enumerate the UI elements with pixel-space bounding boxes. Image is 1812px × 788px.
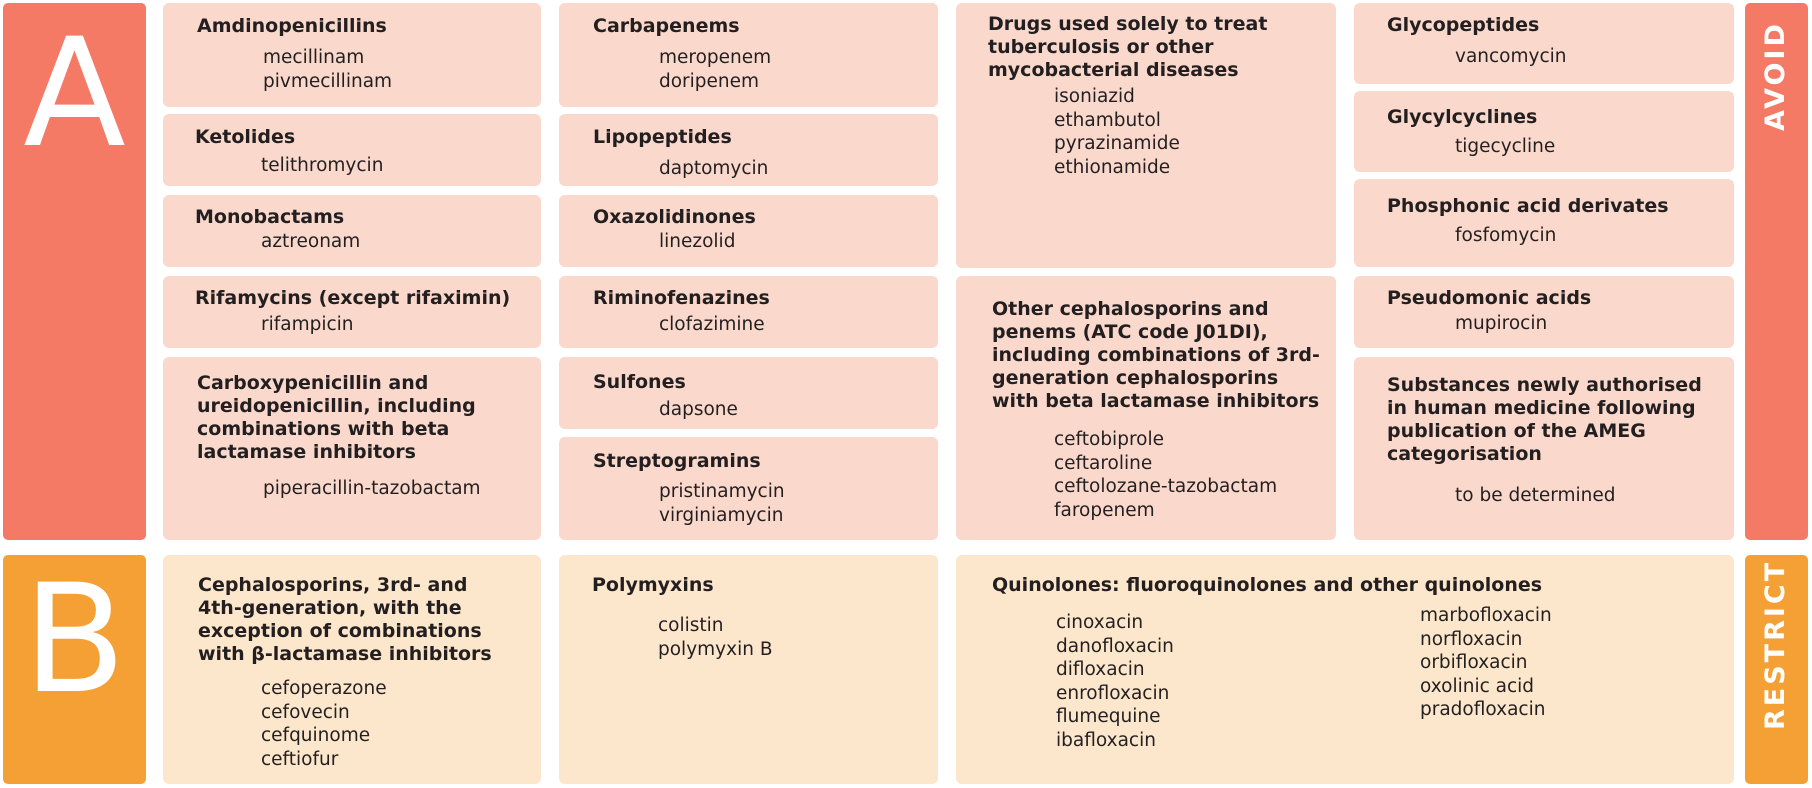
group-oxazolidinones: [559, 195, 938, 267]
group-title: Glycopeptides: [1387, 14, 1540, 36]
drug-item: virginiamycin: [659, 504, 784, 526]
drug-item: ceftolozane-tazobactam: [1054, 476, 1278, 497]
group-other-cephalosporins: [956, 276, 1336, 540]
group-cephalosporins-3rd-4th: [163, 555, 541, 784]
drug-item: pivmecillinam: [263, 70, 393, 92]
group-monobactams: [163, 195, 541, 267]
group-title: Quinolones: fluoroquinolones and other quinolones: [992, 574, 1543, 596]
group-sulfones: [559, 357, 938, 429]
drug-item: faropenem: [1054, 499, 1155, 521]
group-glycylcyclines: [1354, 91, 1734, 172]
group-tuberculosis-drugs: [956, 3, 1336, 268]
drug-item: danofloxacin: [1056, 635, 1174, 657]
group-title: Sulfones: [593, 371, 686, 393]
group-title: Drugs used solely to treat tuberculosis or other mycobacterial diseases: [988, 13, 1268, 81]
drug-item: aztreonam: [261, 231, 361, 252]
group-title: Substances newly authorised in human medicine following publication of the AMEG categorisation: [1387, 374, 1702, 465]
group-carbapenems: [559, 3, 938, 107]
drug-item: orbifloxacin: [1420, 652, 1528, 673]
drug-item: ibafloxacin: [1056, 729, 1156, 751]
category-a-bar: [3, 3, 146, 540]
drug-item: difloxacin: [1056, 659, 1145, 680]
group-polymyxins: [559, 555, 938, 784]
drug-item: cefquinome: [261, 725, 371, 746]
drug-item: cefovecin: [261, 701, 350, 723]
category-a-letter: A: [23, 7, 126, 181]
drug-item: ethionamide: [1054, 156, 1171, 178]
drug-item: rifampicin: [261, 314, 354, 335]
drug-item: fosfomycin: [1455, 225, 1557, 246]
group-riminofenazines: [559, 276, 938, 348]
drug-item: telithromycin: [261, 155, 384, 176]
group-title: Other cephalosporins and penems (ATC code J01DI), including combinations of 3rd-generation cephalosporins with beta lactamase inhibitors: [992, 298, 1320, 412]
group-title: Oxazolidinones: [593, 206, 756, 228]
group-lipopeptides: [559, 114, 938, 186]
drug-item: marbofloxacin: [1420, 605, 1552, 626]
drug-item: mecillinam: [263, 47, 365, 68]
drug-item: tigecycline: [1455, 136, 1556, 157]
drug-item: cinoxacin: [1056, 612, 1144, 633]
group-title: Riminofenazines: [593, 287, 770, 309]
drug-item: ceftobiprole: [1054, 429, 1164, 450]
group-title: Glycylcyclines: [1387, 106, 1538, 128]
drug-item: flumequine: [1056, 706, 1161, 727]
group-new-substances: [1354, 357, 1734, 540]
drug-item: pradofloxacin: [1420, 699, 1546, 720]
group-title: Pseudomonic acids: [1387, 287, 1592, 309]
drug-item: norfloxacin: [1420, 628, 1523, 650]
avoid-label: AVOID: [1759, 21, 1791, 131]
drug-item: isoniazid: [1054, 86, 1135, 107]
group-title: Phosphonic acid derivates: [1387, 195, 1669, 217]
drug-item: meropenem: [659, 47, 772, 68]
drug-item: to be determined: [1455, 485, 1616, 506]
drug-item: vancomycin: [1455, 46, 1567, 67]
drug-item: ethambutol: [1054, 109, 1161, 131]
group-title: Monobactams: [195, 206, 345, 228]
drug-item: pristinamycin: [659, 481, 785, 502]
drug-item: clofazimine: [659, 314, 765, 335]
category-b-letter: B: [23, 553, 126, 727]
restrict-label: RESTRICT: [1759, 559, 1791, 730]
drug-item: daptomycin: [659, 158, 769, 179]
group-carboxypenicillin: [163, 357, 541, 540]
group-title: Ketolides: [195, 126, 296, 148]
group-streptogramins: [559, 437, 938, 540]
drug-item: doripenem: [659, 70, 760, 92]
drug-item: oxolinic acid: [1420, 675, 1535, 697]
group-quinolones: [956, 555, 1734, 784]
drug-item: colistin: [658, 615, 724, 636]
group-title: Carbapenems: [593, 15, 740, 37]
drug-item: linezolid: [659, 231, 736, 252]
group-ketolides: [163, 114, 541, 186]
drug-item: piperacillin-tazobactam: [263, 478, 481, 499]
group-title: Cephalosporins, 3rd- and 4th-generation, with the exception of combinations with β-lactamase inhibitors: [198, 574, 492, 665]
restrict-label-bar: [1745, 555, 1808, 784]
drug-item: enrofloxacin: [1056, 682, 1170, 704]
drug-item: mupirocin: [1455, 313, 1548, 334]
drug-item: polymyxin B: [658, 638, 773, 660]
group-amdinopenicillins: [163, 3, 541, 107]
drug-item: dapsone: [659, 399, 738, 420]
group-rifamycins: [163, 276, 541, 348]
group-title: Carboxypenicillin and ureidopenicillin, including combinations with beta lactamase inhibitors: [197, 372, 476, 463]
category-b-bar: [3, 555, 146, 784]
avoid-label-bar: [1745, 3, 1808, 540]
group-pseudomonic-acids: [1354, 276, 1734, 348]
drug-item: cefoperazone: [261, 678, 387, 699]
drug-item: ceftiofur: [261, 748, 339, 770]
group-title: Amdinopenicillins: [197, 15, 387, 37]
group-phosphonic-acid: [1354, 179, 1734, 267]
group-title: Lipopeptides: [593, 126, 732, 148]
group-title: Rifamycins (except rifaximin): [195, 287, 511, 309]
drug-item: pyrazinamide: [1054, 133, 1180, 154]
drug-item: ceftaroline: [1054, 452, 1153, 474]
group-title: Polymyxins: [592, 574, 714, 596]
group-title: Streptogramins: [593, 450, 761, 472]
group-glycopeptides: [1354, 3, 1734, 84]
